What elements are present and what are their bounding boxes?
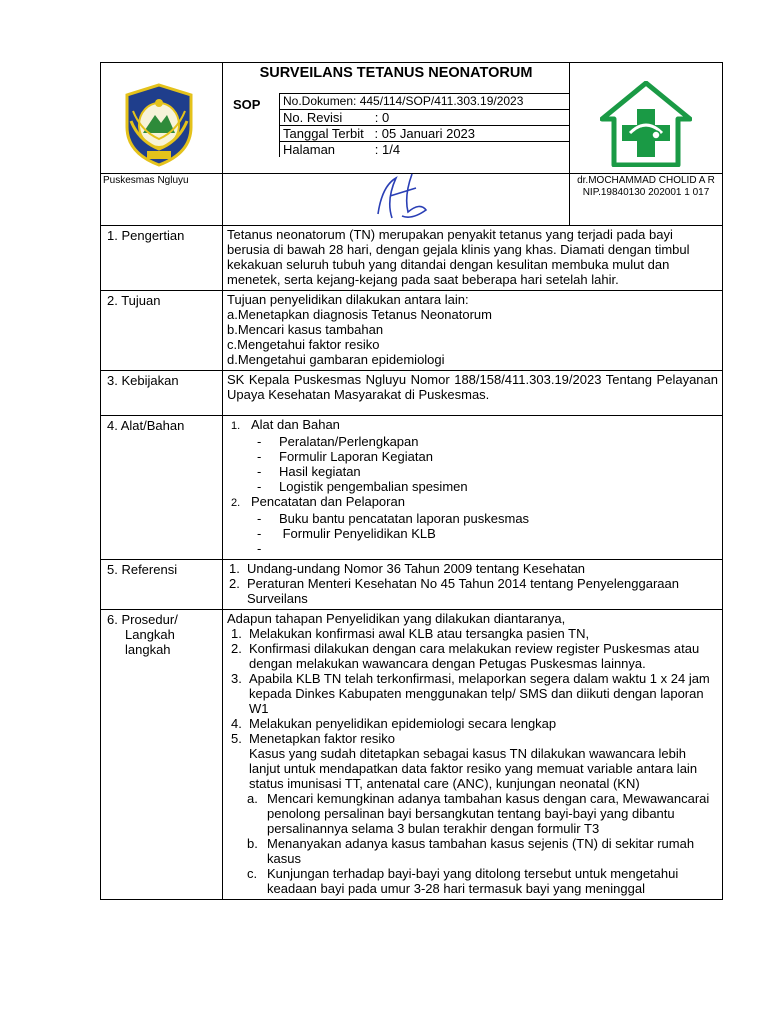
pengertian-label: 1. Pengertian xyxy=(101,226,223,291)
prosedur-intro: Adapun tahapan Penyelidikan yang dilakukan diantaranya, xyxy=(227,611,566,626)
tujuan-item: a.Menetapkan diagnosis Tetanus Neonatorum xyxy=(227,307,492,322)
prosedur-substep: b. Menanyakan adanya kasus tambahan kasus sejenis (TN) di sekitar rumah kasus xyxy=(247,836,695,866)
no-revisi: No. Revisi : 0 xyxy=(280,109,569,125)
tanggal-terbit: Tanggal Terbit : 05 Januari 2023 xyxy=(280,125,569,141)
alat-item: - Peralatan/Perlengkapan xyxy=(257,434,718,449)
referensi-item: 2. Peraturan Menteri Kesehatan No 45 Tahun 2014 tentang Penyelenggaraan Surveilans xyxy=(229,576,679,606)
prosedur-label: 6. Prosedur/ Langkah langkah xyxy=(101,610,223,900)
prosedur-step: 4. Melakukan penyelidikan epidemiologi secara lengkap xyxy=(231,716,557,731)
alat-label: 4. Alat/Bahan xyxy=(101,416,223,560)
alat-group-1-num: 1. xyxy=(231,420,241,432)
alat-group-1-title: Alat dan Bahan xyxy=(251,417,340,432)
tujuan-item: b.Mencari kasus tambahan xyxy=(227,322,384,337)
crest-cell xyxy=(101,63,223,174)
step5-body: Kasus yang sudah ditetapkan sebagai kasus TN dilakukan wawancara lebih lanjut untuk mendapatkan data faktor resiko yang memuat variable antara lain status imunisasi TT, antenatal care (ANC), kunjungan neonatal (KN) xyxy=(249,746,698,791)
tujuan-label: 2. Tujuan xyxy=(101,291,223,371)
alat-group-2-title: Pencatatan dan Pelaporan xyxy=(251,494,405,509)
alat-item: - Hasil kegiatan xyxy=(257,464,718,479)
pelaporan-item xyxy=(257,541,718,556)
institution-name: Puskesmas Ngluyu xyxy=(101,174,223,226)
prosedur-substep: a. Mencari kemungkinan adanya tambahan kasus dengan cara, Mewawancarai penolong persalinan bayi bersangkutan tentang bayi-bayi yang dibantu persalinannya selama 3 bulan terakhir dengan formulir T3 xyxy=(247,791,710,836)
prosedur-step: 2. Konfirmasi dilakukan dengan cara melakukan review register Puskesmas atau dengan melakukan wawancara dengan Petugas Puskesmas lainnya. xyxy=(231,641,700,671)
referensi-item: 1. Undang-undang Nomor 36 Tahun 2009 tentang Kesehatan xyxy=(229,561,586,576)
referensi-body xyxy=(223,560,723,610)
alat-group-2-num: 2. xyxy=(231,497,241,509)
kebijakan-body: SK Kepala Puskesmas Ngluyu Nomor 188/158/411.303.19/2023 Tentang Pelayanan Upaya Kesehatan Masyarakat di Puskesmas. xyxy=(223,371,723,416)
alat-group-2 xyxy=(227,494,718,511)
page-title: SURVEILANS TETANUS NEONATORUM xyxy=(259,65,533,81)
signature-cell xyxy=(223,174,570,226)
pelaporan-item: - Formulir Penyelidikan KLB xyxy=(257,526,718,541)
alat-group-1 xyxy=(227,417,718,434)
prosedur-body xyxy=(223,610,723,900)
tujuan-item: c.Mengetahui faktor resiko xyxy=(227,337,380,352)
tujuan-intro: Tujuan penyelidikan dilakukan antara lain: xyxy=(227,292,469,307)
prosedur-substep: c. Kunjungan terhadap bayi-bayi yang ditolong tersebut untuk mengetahui keadaan bayi pada umur 3-28 hari termasuk bayi yang meninggal xyxy=(247,866,679,896)
pengertian-body: Tetanus neonatorum (TN) merupakan penyakit tetanus yang terjadi pada bayi berusia di bawah 28 hari, dengan gejala klinis yang khas. Diamati dengan timbul kekakuan seluruh tubuh yang ditandai dengan kesulitan membuka mulut dan menetek, serta kejang-kejang pada saat beberapa hari setelah lahir. xyxy=(223,226,723,291)
pelaporan-item: - Buku bantu pencatatan laporan puskesmas xyxy=(257,511,718,526)
referensi-label: 5. Referensi xyxy=(101,560,223,610)
alat-body xyxy=(223,416,723,560)
signatory: dr.MOCHAMMAD CHOLID A R NIP.19840130 202001 1 017 xyxy=(570,174,723,226)
tujuan-body xyxy=(223,291,723,371)
prosedur-step: 5. Menetapkan faktor resiko xyxy=(231,731,395,746)
prosedur-step: 1. Melakukan konfirmasi awal KLB atau tersangka pasien TN, xyxy=(231,626,590,641)
sop-label: SOP xyxy=(233,97,261,112)
puskesmas-logo-cell xyxy=(570,63,723,174)
document-meta xyxy=(279,93,569,157)
no-dokumen: No.Dokumen: 445/114/SOP/411.303.19/2023 xyxy=(280,93,569,109)
sop-table xyxy=(100,62,723,900)
puskesmas-logo-icon xyxy=(600,81,692,167)
title-cell xyxy=(223,63,570,174)
prosedur-step: 3. Apabila KLB TN telah terkonfirmasi, melaporkan segera dalam waktu 1 x 24 jam kepada Dinkes Kabupaten menggunakan telp/ SMS dan diikuti dengan laporan W1 xyxy=(231,671,710,716)
alat-item: - Logistik pengembalian spesimen xyxy=(257,479,718,494)
tujuan-item: d.Mengetahui gambaran epidemiologi xyxy=(227,352,445,367)
sop-document xyxy=(100,62,722,900)
halaman: Halaman : 1/4 xyxy=(280,141,569,157)
kebijakan-label: 3. Kebijakan xyxy=(101,371,223,416)
alat-item: - Formulir Laporan Kegiatan xyxy=(257,449,718,464)
regency-crest-icon xyxy=(119,81,199,167)
signature-icon xyxy=(368,166,448,222)
